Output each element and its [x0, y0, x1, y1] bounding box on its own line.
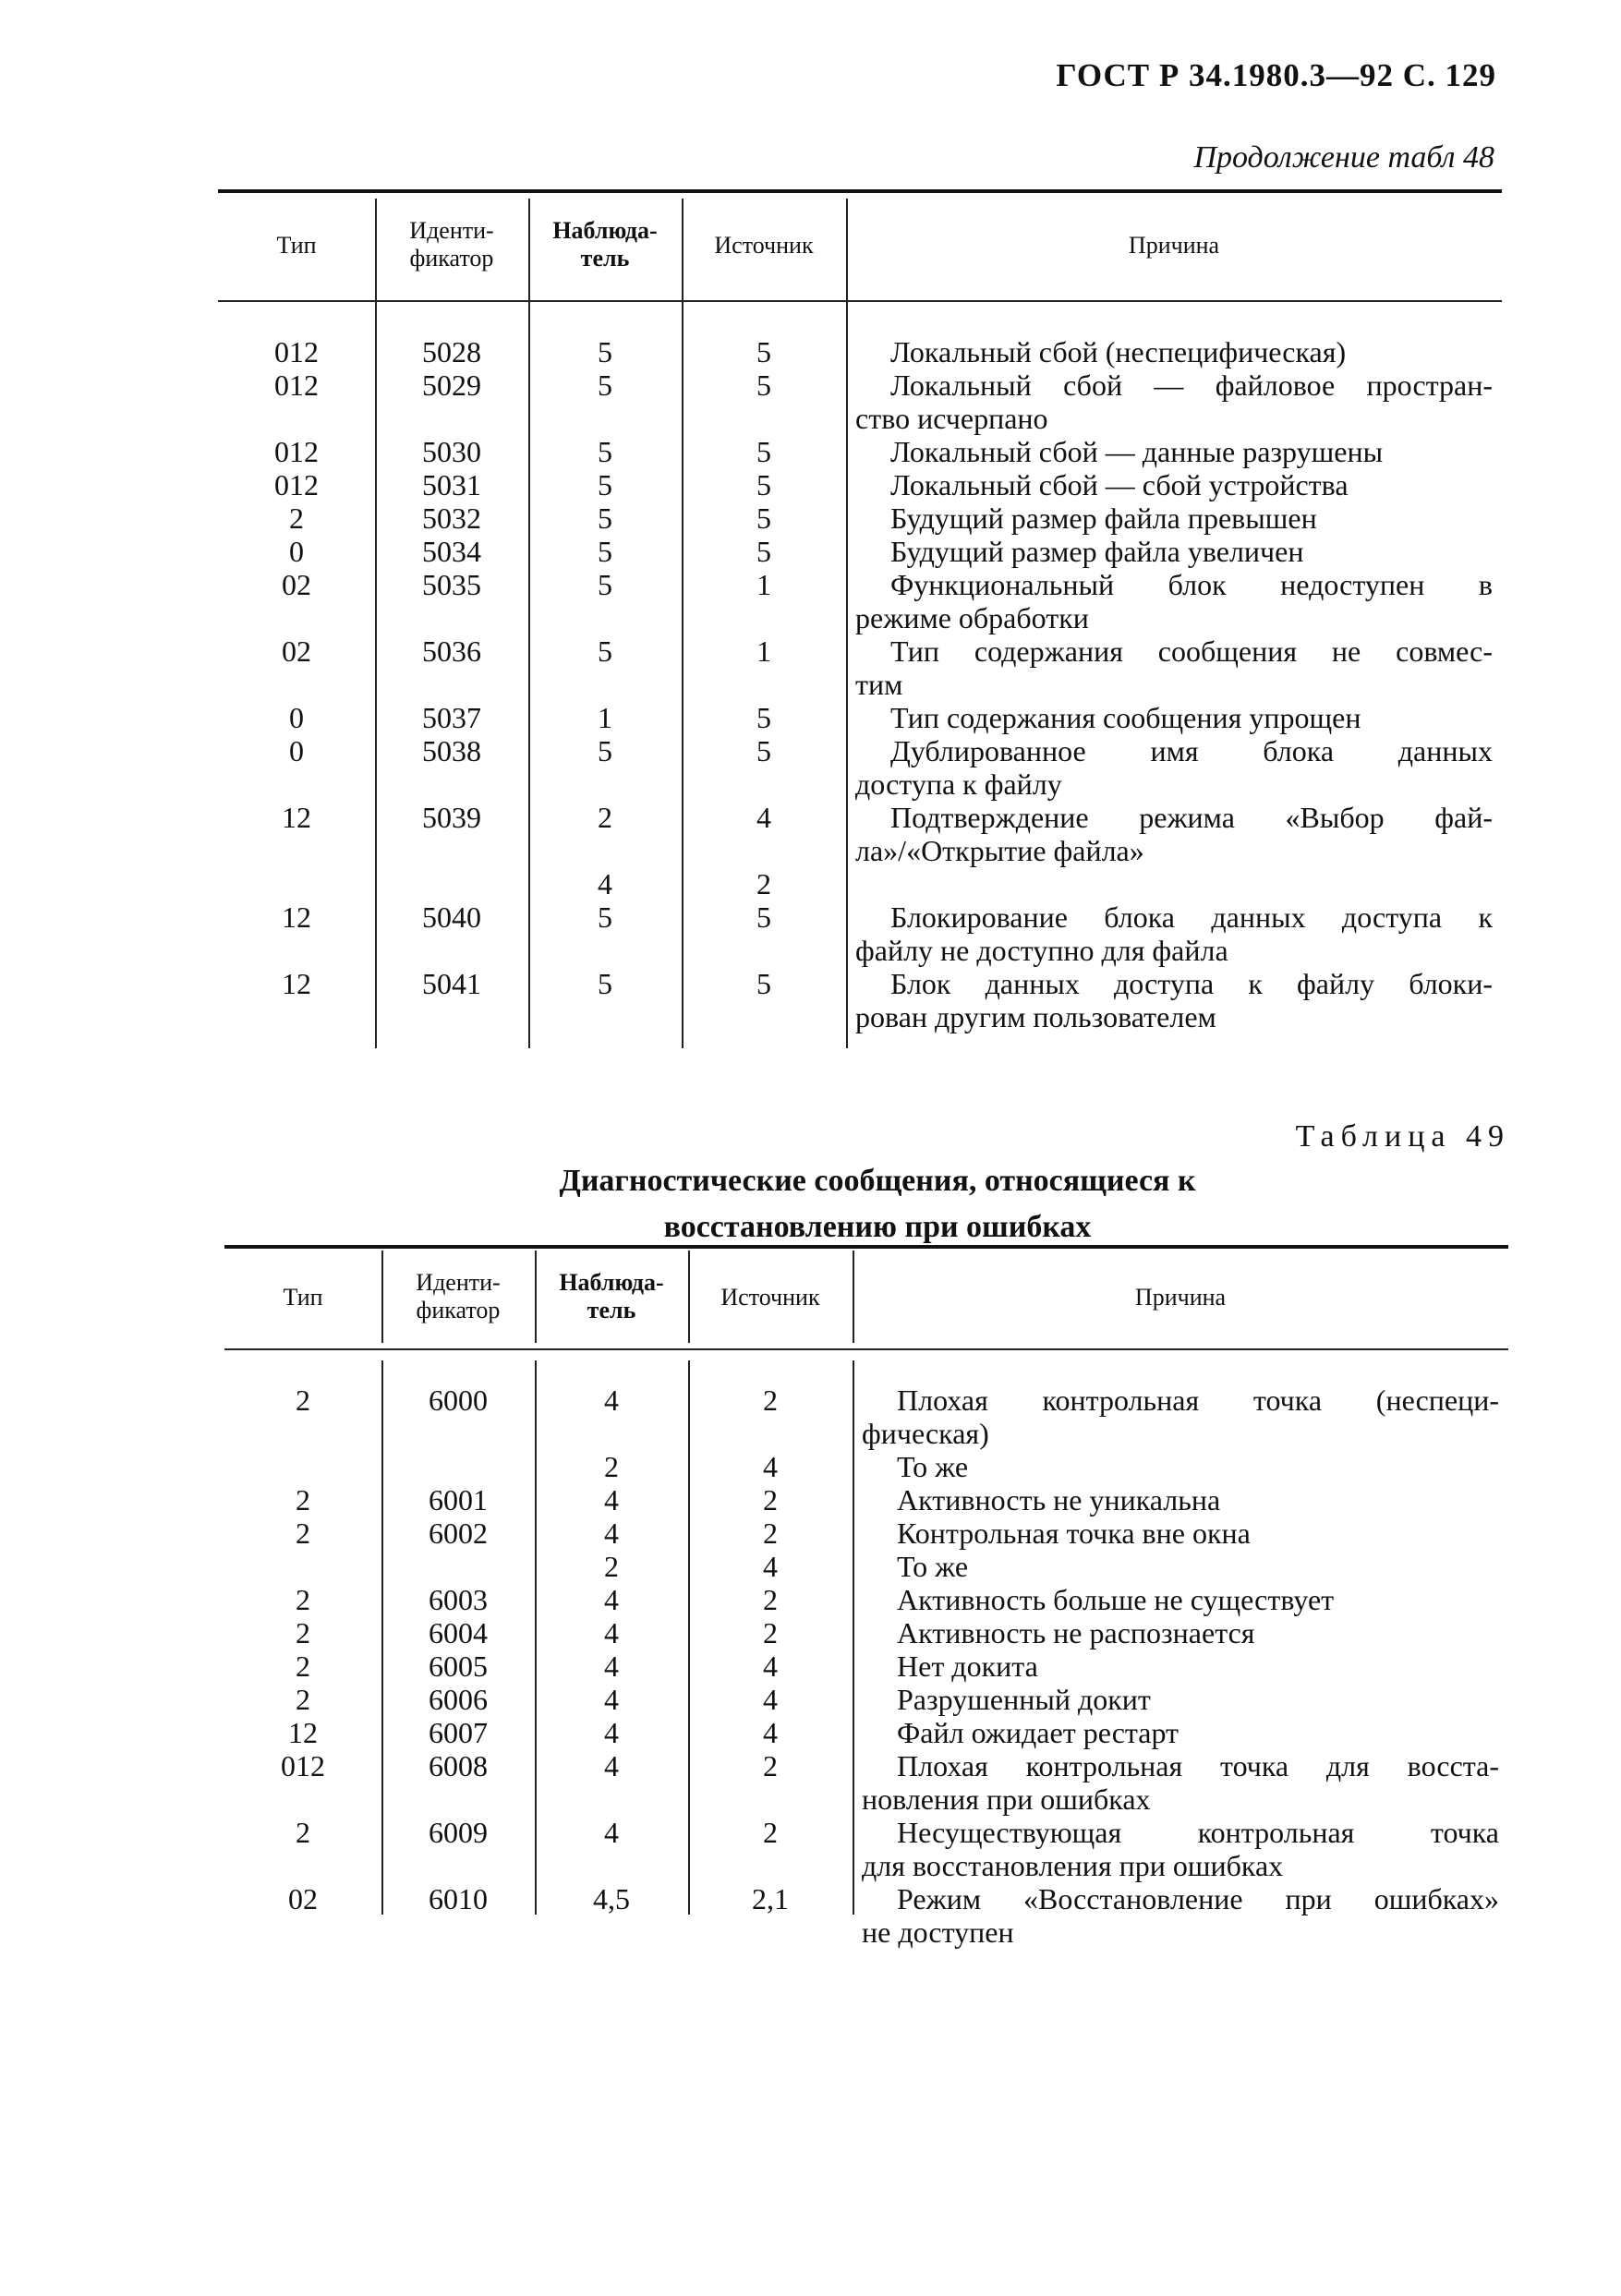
table-48-body — [218, 335, 1502, 1033]
cell-reason: Тип содержания сообщения не совмес- тим — [855, 634, 1493, 701]
cell-identifier: 6002 — [429, 1517, 488, 1550]
cell-identifier: 5041 — [422, 967, 481, 1000]
cell-identifier: 6003 — [429, 1583, 488, 1616]
table-row — [224, 1749, 1508, 1816]
cell-observer: 1 — [598, 701, 612, 734]
cell-type: 12 — [288, 1716, 318, 1749]
cell-identifier: 6009 — [429, 1816, 488, 1849]
table-row — [224, 1716, 1508, 1749]
cell-type: 12 — [282, 900, 311, 934]
table-48-continuation-label: Продолжение табл 48 — [1193, 140, 1494, 175]
cell-type: 2 — [289, 501, 304, 535]
cell-observer: 4 — [604, 1616, 619, 1649]
cell-observer: 5 — [598, 568, 612, 601]
cell-reason: Локальный сбой (неспецифическая) — [890, 335, 1347, 369]
cell-source: 4 — [756, 801, 771, 834]
cell-source: 2 — [763, 1483, 778, 1517]
table-49-caption: Таблица 49 — [1295, 1119, 1510, 1154]
table-49-title — [499, 1158, 1256, 1251]
cell-observer: 4 — [604, 1716, 619, 1749]
cell-type: 2 — [296, 1384, 310, 1417]
cell-type: 012 — [274, 435, 319, 468]
cell-reason: Разрушенный докит — [897, 1683, 1151, 1716]
cell-identifier: 5032 — [422, 501, 481, 535]
col-header-observer: Наблюда- тель — [552, 217, 658, 272]
cell-type: 012 — [281, 1749, 325, 1782]
col-header-reason: Причина — [1134, 1284, 1227, 1311]
cell-observer: 4,5 — [593, 1882, 630, 1915]
cell-observer: 5 — [598, 734, 612, 767]
table-49-title-line2: восстановлению при ошибках — [663, 1210, 1092, 1244]
cell-source: 1 — [756, 568, 771, 601]
cell-source: 5 — [756, 435, 771, 468]
table-row — [224, 1550, 1508, 1583]
cell-reason: Тип содержания сообщения упрощен — [890, 701, 1361, 734]
cell-identifier: 6005 — [429, 1649, 488, 1683]
cell-type: 0 — [289, 734, 304, 767]
table-row — [218, 967, 1502, 1033]
cell-type: 012 — [274, 335, 319, 369]
col-header-type: Тип — [283, 1284, 323, 1311]
cell-observer: 5 — [598, 369, 612, 402]
cell-observer: 4 — [604, 1816, 619, 1849]
cell-type: 2 — [296, 1616, 310, 1649]
cell-source: 5 — [756, 967, 771, 1000]
cell-reason: Функциональный блок недоступен в режиме обработки — [855, 568, 1493, 634]
cell-observer: 5 — [598, 535, 612, 568]
table-row — [218, 568, 1502, 634]
cell-identifier: 5036 — [422, 634, 481, 668]
table-row — [218, 468, 1502, 501]
cell-identifier: 5034 — [422, 535, 481, 568]
cell-reason: Активность больше не существует — [897, 1583, 1335, 1616]
cell-type: 2 — [296, 1816, 310, 1849]
cell-type: 2 — [296, 1483, 310, 1517]
cell-type: 2 — [296, 1583, 310, 1616]
cell-reason: Будущий размер файла превышен — [890, 501, 1317, 535]
cell-source: 5 — [756, 900, 771, 934]
cell-identifier: 6010 — [429, 1882, 488, 1915]
table-row — [218, 734, 1502, 801]
table-row — [218, 501, 1502, 535]
table-49-title-line1: Диагностические сообщения, относящиеся к — [559, 1164, 1196, 1198]
cell-reason: Плохая контрольная точка (неспеци- фическая) — [862, 1384, 1499, 1450]
cell-identifier: 5031 — [422, 468, 481, 501]
cell-observer: 4 — [598, 867, 612, 900]
table-row — [224, 1683, 1508, 1716]
cell-type: 012 — [274, 369, 319, 402]
table-row — [218, 435, 1502, 468]
cell-observer: 5 — [598, 634, 612, 668]
cell-type: 02 — [288, 1882, 318, 1915]
cell-identifier: 6008 — [429, 1749, 488, 1782]
cell-observer: 4 — [604, 1649, 619, 1683]
cell-identifier: 5029 — [422, 369, 481, 402]
cell-reason: Блок данных доступа к файлу блоки- рован другим пользователем — [855, 967, 1493, 1033]
cell-observer: 4 — [604, 1683, 619, 1716]
cell-reason: Режим «Восстановление при ошибках» не доступен — [862, 1882, 1499, 1949]
table-row — [224, 1483, 1508, 1517]
cell-reason: Нет докита — [897, 1649, 1038, 1683]
cell-identifier: 5040 — [422, 900, 481, 934]
cell-identifier: 6004 — [429, 1616, 488, 1649]
cell-source: 5 — [756, 535, 771, 568]
table-row — [224, 1384, 1508, 1450]
cell-source: 5 — [756, 501, 771, 535]
cell-identifier: 6000 — [429, 1384, 488, 1417]
cell-observer: 5 — [598, 435, 612, 468]
table-row — [224, 1616, 1508, 1649]
cell-source: 4 — [763, 1450, 778, 1483]
cell-identifier: 5037 — [422, 701, 481, 734]
cell-observer: 5 — [598, 335, 612, 369]
col-header-reason: Причина — [1128, 232, 1220, 259]
cell-observer: 2 — [604, 1450, 619, 1483]
cell-identifier: 5028 — [422, 335, 481, 369]
cell-reason: Дублированное имя блока данных доступа к файлу — [855, 734, 1493, 801]
table-49-body — [224, 1384, 1508, 1949]
cell-type: 012 — [274, 468, 319, 501]
col-header-observer: Наблюда- тель — [559, 1269, 664, 1323]
table-row — [218, 900, 1502, 967]
cell-observer: 2 — [598, 801, 612, 834]
page-header: ГОСТ Р 34.1980.3—92 С. 129 — [1056, 57, 1496, 93]
cell-reason: То же — [897, 1450, 969, 1483]
cell-identifier: 6007 — [429, 1716, 488, 1749]
table-row — [218, 335, 1502, 369]
cell-identifier: 6001 — [429, 1483, 488, 1517]
cell-observer: 2 — [604, 1550, 619, 1583]
col-header-source: Источник — [720, 1284, 820, 1311]
cell-type: 02 — [282, 634, 311, 668]
table-row — [218, 801, 1502, 867]
cell-reason: Подтверждение режима «Выбор фай- ла»/«Открытие файла» — [855, 801, 1493, 867]
cell-type: 2 — [296, 1649, 310, 1683]
cell-observer: 4 — [604, 1749, 619, 1782]
cell-source: 5 — [756, 335, 771, 369]
cell-observer: 5 — [598, 501, 612, 535]
cell-identifier: 5035 — [422, 568, 481, 601]
cell-reason: Несуществующая контрольная точка для восстановления при ошибках — [862, 1816, 1499, 1882]
table-row — [224, 1450, 1508, 1483]
col-header-type: Тип — [276, 232, 317, 259]
cell-reason: Файл ожидает рестарт — [897, 1716, 1179, 1749]
cell-identifier: 5038 — [422, 734, 481, 767]
cell-reason: То же — [897, 1550, 969, 1583]
cell-reason: Блокирование блока данных доступа к файлу не доступно для файла — [855, 900, 1493, 967]
cell-source: 2 — [763, 1517, 778, 1550]
cell-reason: Локальный сбой — файловое простран- ство исчерпано — [855, 369, 1493, 435]
cell-type: 0 — [289, 701, 304, 734]
col-header-identifier: Иденти- фикатор — [409, 217, 494, 272]
cell-source: 2 — [756, 867, 771, 900]
cell-observer: 5 — [598, 967, 612, 1000]
col-header-identifier: Иденти- фикатор — [416, 1269, 501, 1323]
cell-source: 2 — [763, 1583, 778, 1616]
cell-source: 4 — [763, 1550, 778, 1583]
cell-source: 5 — [756, 468, 771, 501]
table-row — [218, 867, 1502, 900]
cell-type: 2 — [296, 1683, 310, 1716]
table-row — [224, 1649, 1508, 1683]
col-header-source: Источник — [714, 232, 814, 259]
table-row — [224, 1517, 1508, 1550]
cell-observer: 5 — [598, 900, 612, 934]
cell-type: 0 — [289, 535, 304, 568]
cell-source: 5 — [756, 734, 771, 767]
cell-reason: Активность не уникальна — [897, 1483, 1221, 1517]
cell-source: 2 — [763, 1384, 778, 1417]
table-row — [218, 535, 1502, 568]
cell-reason: Контрольная точка вне окна — [897, 1517, 1251, 1550]
cell-source: 2 — [763, 1816, 778, 1849]
cell-source: 5 — [756, 701, 771, 734]
cell-reason: Локальный сбой — сбой устройства — [890, 468, 1349, 501]
cell-source: 1 — [756, 634, 771, 668]
cell-identifier: 6006 — [429, 1683, 488, 1716]
cell-observer: 4 — [604, 1583, 619, 1616]
cell-type: 2 — [296, 1517, 310, 1550]
table-row — [224, 1882, 1508, 1949]
cell-source: 4 — [763, 1683, 778, 1716]
cell-observer: 5 — [598, 468, 612, 501]
table-row — [218, 634, 1502, 701]
cell-reason: Локальный сбой — данные разрушены — [890, 435, 1384, 468]
cell-reason: Активность не распознается — [897, 1616, 1255, 1649]
cell-reason: Будущий размер файла увеличен — [890, 535, 1304, 568]
cell-observer: 4 — [604, 1384, 619, 1417]
table-row — [224, 1816, 1508, 1882]
cell-source: 2 — [763, 1616, 778, 1649]
cell-reason: Плохая контрольная точка для восста- новления при ошибках — [862, 1749, 1499, 1816]
cell-observer: 4 — [604, 1517, 619, 1550]
cell-identifier: 5039 — [422, 801, 481, 834]
cell-source: 2,1 — [752, 1882, 789, 1915]
cell-source: 4 — [763, 1649, 778, 1683]
table-row — [218, 701, 1502, 734]
cell-identifier: 5030 — [422, 435, 481, 468]
table-row — [224, 1583, 1508, 1616]
cell-type: 12 — [282, 801, 311, 834]
cell-observer: 4 — [604, 1483, 619, 1517]
cell-source: 4 — [763, 1716, 778, 1749]
cell-source: 2 — [763, 1749, 778, 1782]
cell-source: 5 — [756, 369, 771, 402]
cell-type: 02 — [282, 568, 311, 601]
table-row — [218, 369, 1502, 435]
cell-type: 12 — [282, 967, 311, 1000]
